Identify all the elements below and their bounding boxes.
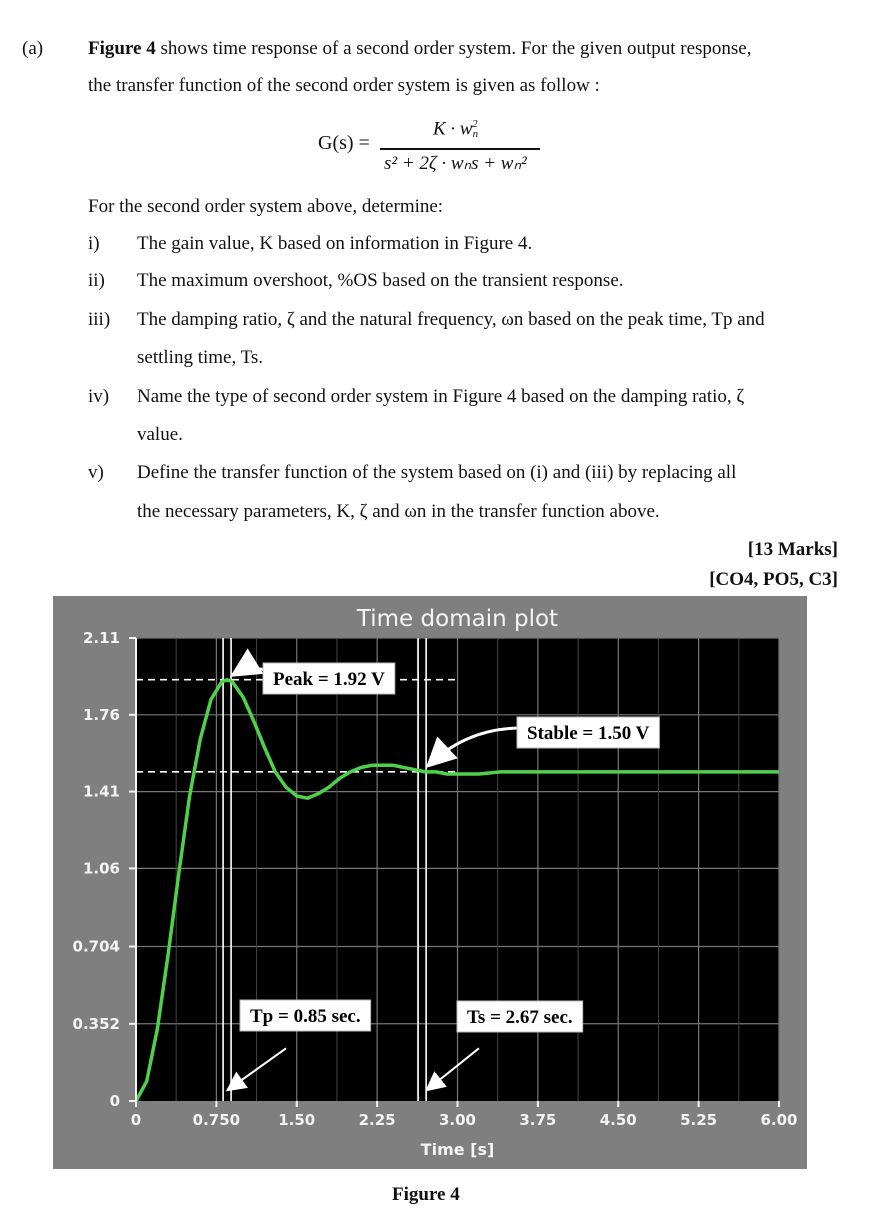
item-iv-text-cont: value. [137, 424, 183, 445]
time-domain-figure [53, 596, 807, 1169]
ts-annotation-text: Ts = 2.67 sec. [467, 1007, 573, 1028]
y-tick-label: 0.352 [72, 1014, 120, 1033]
time-domain-plot [53, 596, 807, 1169]
tp-annotation-text: Tp = 0.85 sec. [250, 1006, 361, 1027]
y-tick-label: 2.11 [82, 629, 120, 647]
numerator-subscript: n [472, 128, 479, 141]
fraction-bar [380, 148, 540, 150]
item-number: i) [88, 233, 100, 254]
x-tick-label: 6.00 [760, 1111, 798, 1129]
numerator-superscript: 2 [472, 118, 478, 130]
x-tick-label: 3.75 [519, 1111, 557, 1129]
marks-label: [13 Marks] [747, 539, 838, 560]
x-tick-label: 0 [130, 1111, 142, 1129]
intro-line-1-text: shows time response of a second order system. For the given output response, [155, 38, 752, 59]
item-number: iii) [88, 309, 111, 330]
part-label: (a) [22, 38, 44, 59]
chart-title: Time domain plot [356, 606, 559, 632]
item-iii-text: The damping ratio, ζ and the natural frequency, ωn based on the peak time, Tp and [137, 309, 765, 330]
figure-caption: Figure 4 [392, 1184, 460, 1205]
item-ii-text: The maximum overshoot, %OS based on the transient response. [137, 270, 624, 291]
y-tick-label: 1.76 [82, 705, 120, 724]
y-tick-label: 0.704 [72, 937, 120, 956]
y-tick-label: 1.41 [82, 782, 120, 801]
x-tick-label: 3.00 [438, 1111, 477, 1129]
item-v-text-cont: the necessary parameters, K, ζ and ωn in the transfer function above. [137, 501, 660, 522]
determine-line: For the second order system above, determine: [88, 196, 444, 217]
ts-annotation [457, 1001, 583, 1032]
x-tick-label: 4.50 [599, 1111, 637, 1129]
x-tick-label: 2.25 [358, 1111, 396, 1129]
figure-reference: Figure 4 [88, 38, 156, 59]
course-outcomes-label: [CO4, PO5, C3] [709, 569, 838, 590]
item-iii-text-cont: settling time, Ts. [137, 347, 264, 368]
item-number: v) [88, 462, 104, 483]
item-iv-text: Name the type of second order system in Figure 4 based on the damping ratio, ζ [137, 386, 745, 407]
stable-annotation [517, 717, 659, 748]
equation-numerator [433, 118, 484, 142]
x-tick-label: 0.750 [192, 1111, 241, 1129]
item-number: iv) [88, 386, 110, 407]
y-tick-label: 0 [109, 1092, 120, 1110]
numerator-base: K · w [433, 118, 473, 140]
x-tick-label: 1.50 [278, 1111, 316, 1129]
equation-lhs: G(s) = [318, 132, 370, 154]
x-axis-label: Time [s] [420, 1140, 495, 1159]
intro-line-2: the transfer function of the second order system is given as follow : [88, 75, 600, 96]
y-tick-label: 1.06 [82, 859, 120, 878]
stable-annotation-text: Stable = 1.50 V [527, 723, 650, 744]
equation-denominator: s² + 2ζ · wₙs + wₙ² [384, 153, 527, 174]
item-number: ii) [88, 270, 105, 291]
item-v-text: Define the transfer function of the system based on (i) and (iii) by replacing all [137, 462, 737, 483]
peak-annotation-text: Peak = 1.92 V [273, 669, 385, 690]
x-tick-label: 5.25 [680, 1111, 718, 1129]
peak-annotation [263, 663, 395, 694]
item-i-text: The gain value, K based on information in Figure 4. [137, 233, 533, 254]
intro-line-1 [88, 38, 752, 60]
tp-annotation [240, 1000, 371, 1031]
